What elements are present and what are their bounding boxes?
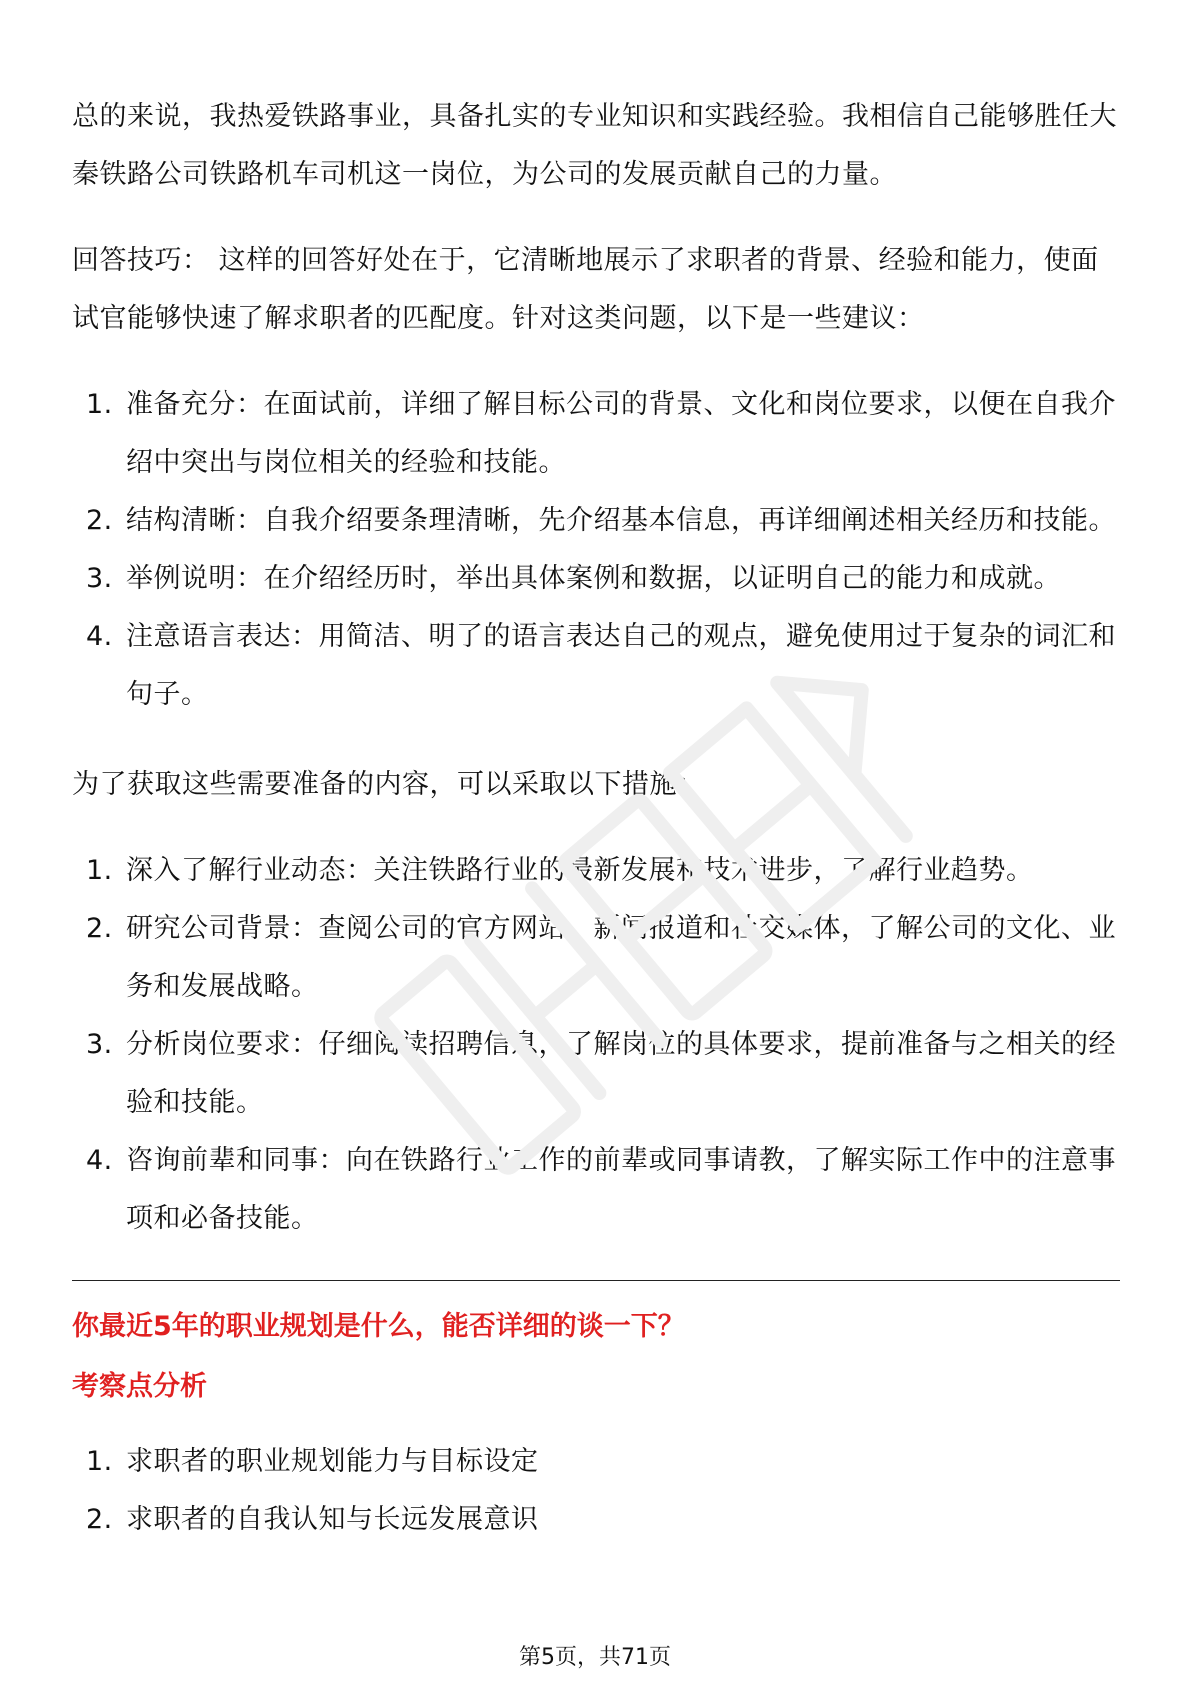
list-item bbox=[72, 550, 1120, 608]
intro-paragraph: 总的来说，我热爱铁路事业，具备扎实的专业知识和实践经验。我相信自己能够胜任大秦铁路公司铁路机车司机这一岗位，为公司的发展贡献自己的力量。 bbox=[72, 101, 1117, 190]
list-item-text: 举例说明：在介绍经历时，举出具体案例和数据，以证明自己的能力和成就。 bbox=[126, 563, 1061, 594]
tips-paragraph: 回答技巧： 这样的回答好处在于，它清晰地展示了求职者的背景、经验和能力，使面试官能够快速了解求职者的匹配度。针对这类问题，以下是一些建议： bbox=[72, 245, 1099, 334]
analysis-list bbox=[72, 1433, 1120, 1549]
list-item bbox=[72, 376, 1120, 492]
list-number: 2. bbox=[86, 1504, 113, 1535]
list-item-text: 求职者的自我认知与长远发展意识 bbox=[126, 1504, 539, 1535]
list-item-text: 求职者的职业规划能力与目标设定 bbox=[126, 1446, 539, 1477]
section-divider bbox=[72, 1280, 1120, 1281]
list-item bbox=[72, 1016, 1120, 1132]
list-item-text: 准备充分：在面试前，详细了解目标公司的背景、文化和岗位要求，以便在自我介绍中突出与岗位相关的经验和技能。 bbox=[126, 389, 1116, 478]
analysis-heading: 考察点分析 bbox=[72, 1371, 207, 1402]
list-number: 1. bbox=[86, 1446, 113, 1477]
list-item bbox=[72, 492, 1120, 550]
tips-list bbox=[72, 376, 1120, 724]
list-item bbox=[72, 842, 1120, 900]
list-item bbox=[72, 1132, 1120, 1248]
list-item bbox=[72, 608, 1120, 724]
measures-list bbox=[72, 842, 1120, 1248]
list-number: 2. bbox=[86, 505, 113, 536]
list-number: 4. bbox=[86, 1145, 113, 1176]
list-item bbox=[72, 1433, 1120, 1491]
document-page bbox=[72, 88, 1120, 1581]
list-item bbox=[72, 1491, 1120, 1549]
list-item-text: 研究公司背景：查阅公司的官方网站、新闻报道和社交媒体，了解公司的文化、业务和发展战略。 bbox=[126, 913, 1116, 1002]
list-number: 1. bbox=[86, 389, 113, 420]
list-number: 1. bbox=[86, 855, 113, 886]
list-number: 3. bbox=[86, 1029, 113, 1060]
list-item-text: 结构清晰：自我介绍要条理清晰，先介绍基本信息，再详细阐述相关经历和技能。 bbox=[126, 505, 1116, 536]
question-heading: 你最近5年的职业规划是什么，能否详细的谈一下？ bbox=[72, 1311, 685, 1342]
measures-intro: 为了获取这些需要准备的内容，可以采取以下措施： bbox=[72, 769, 705, 800]
list-number: 4. bbox=[86, 621, 113, 652]
list-item-text: 注意语言表达：用简洁、明了的语言表达自己的观点，避免使用过于复杂的词汇和句子。 bbox=[126, 621, 1116, 710]
list-item-text: 深入了解行业动态：关注铁路行业的最新发展和技术进步，了解行业趋势。 bbox=[126, 855, 1034, 886]
page-footer: 第5页，共71页 bbox=[519, 1645, 671, 1670]
list-item-text: 咨询前辈和同事：向在铁路行业工作的前辈或同事请教，了解实际工作中的注意事项和必备技能。 bbox=[126, 1145, 1116, 1234]
list-item bbox=[72, 900, 1120, 1016]
list-number: 3. bbox=[86, 563, 113, 594]
list-number: 2. bbox=[86, 913, 113, 944]
list-item-text: 分析岗位要求：仔细阅读招聘信息，了解岗位的具体要求，提前准备与之相关的经验和技能。 bbox=[126, 1029, 1116, 1118]
